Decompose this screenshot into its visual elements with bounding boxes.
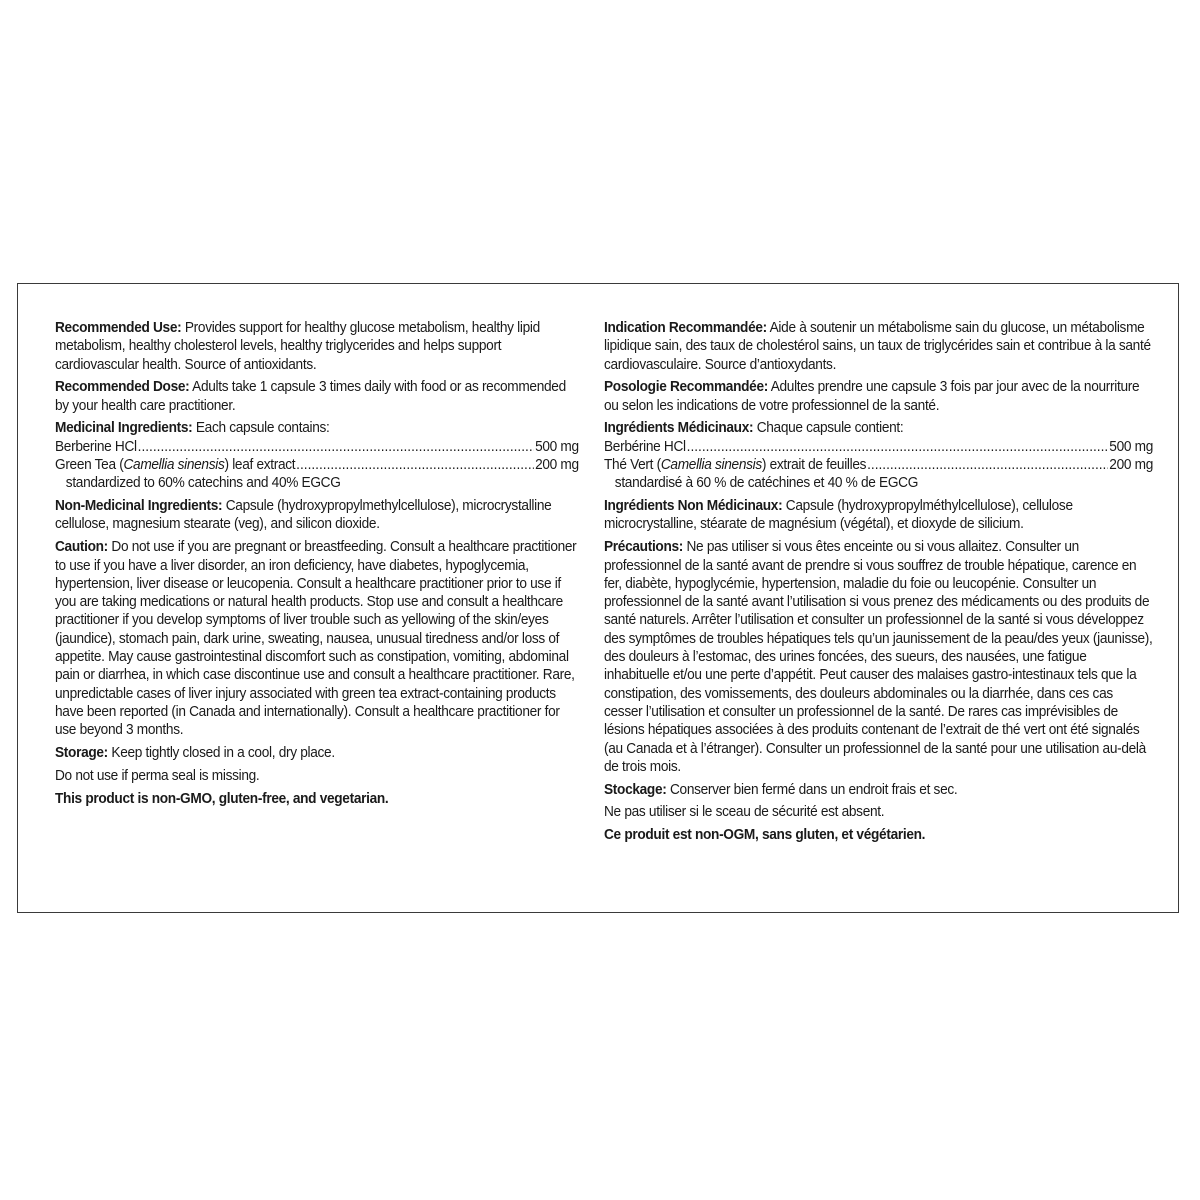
medicinal-ingredients-section <box>55 419 579 492</box>
non-medicinal-section <box>604 497 1153 534</box>
dot-leader <box>867 456 1108 474</box>
product-claim <box>55 790 579 808</box>
storage-text: Keep tightly closed in a cool, dry place. <box>107 744 335 762</box>
product-claim <box>604 826 1153 844</box>
storage-text: Conserver bien fermé dans un endroit frais et sec. <box>666 780 958 798</box>
caution-text: Do not use if you are pregnant or breastfeeding. Consult a healthcare practitioner to use if you have a liver disorder, an iron deficiency, have diabetes, hypoglycemia, hypertension, liver disease or leucopenia. Consult a healthcare practitioner prior to use if you are taking medications or natural health products. Stop use and consult a healthcare practitioner if you develop symptoms of liver trouble such as yellowing of the skin/eyes (jaundice), stomach pain, dark urine, sweating, nausea, unusual tiredness and/or loss of appetite. May cause gastrointestinal discomfort such as constipation, vomiting, abdominal pain or diarrhea, in which case discontinue use and consult a healthcare practitioner. Rare, unpredictable cases of liver injury associated with green tea extract-containing products have been reported (in Canada and internationally). Consult a healthcare practitioner for use beyond 3 months. <box>55 538 577 739</box>
caution-heading: Précautions: <box>604 538 684 556</box>
recommended-dose-text: Adultes prendre une capsule 3 fois par jour avec de la nourriture ou selon les indications de votre professionnel de la santé. <box>604 378 1140 414</box>
recommended-use-section <box>55 319 579 374</box>
recommended-use-text: Provides support for healthy glucose metabolism, healthy lipid metabolism, healthy cholesterol levels, healthy triglycerides and helps support cardiovascular health. Source of antioxidants. <box>55 319 540 373</box>
ingredient-name <box>604 456 866 474</box>
recommended-dose-text: Adults take 1 capsule 3 times daily with food or as recommended by your health care practitioner. <box>55 378 566 414</box>
ingredient-name-suffix: ) extrait de feuilles <box>761 456 867 474</box>
medicinal-ingredients-intro: Chaque capsule contient: <box>753 419 904 437</box>
dot-leader <box>687 438 1109 456</box>
product-claim-text: Ce produit est non-OGM, sans gluten, et végétarien. <box>604 826 926 844</box>
ingredient-row-berberine <box>55 438 579 456</box>
medicinal-ingredients-heading: Ingrédients Médicinaux: <box>604 419 754 437</box>
recommended-dose-heading: Posologie Recommandée: <box>604 378 768 396</box>
recommended-use-heading: Recommended Use: <box>55 319 182 336</box>
caution-section <box>604 538 1153 776</box>
product-claim-text: This product is non-GMO, gluten-free, and vegetarian. <box>55 789 389 807</box>
caution-text: Ne pas utiliser si vous êtes enceinte ou si vous allaitez. Consulter un professionnel de la santé avant de prendre si vous souffrez de trouble hépatique, carence en fer, diabète, hypoglycémie, hypertension, maladie du foie ou leucopénie. Consulter un professionnel de la santé avant l’utilisation si vous prenez des médicaments ou des produits de santé naturels. Arrêter l’utilisation et consulter un professionnel de la santé si vous développez des symptômes de troubles hépatiques tels qu’un jaunissement de la peau/des yeux (jaunisse), des douleurs à l’estomac, des urines foncées, des sueurs, des nausées, une fatigue inhabituelle et/ou une perte d’appétit. Peut causer des malaises gastro-intestinaux tels que la constipation, des vomissements, des douleurs abdominales ou la diarrhée, dans ces cas cesser l’utilisation et consulter un professionnel de la santé. De rares cas imprévisibles de lésions hépatiques associées à des produits contenant de l’extrait de thé vert ont été signalés (au Canada et à l’étranger). Consulter un professionnel de la santé pour une utilisation au-delà de trois mois. <box>604 538 1153 775</box>
non-medicinal-heading: Ingrédients Non Médicinaux: <box>604 497 783 515</box>
medicinal-ingredients-intro: Each capsule contains: <box>192 419 330 437</box>
storage-section <box>55 744 579 762</box>
ingredient-row-green-tea <box>55 456 579 474</box>
ingredient-amount: 200 mg <box>1109 456 1153 474</box>
non-medicinal-section <box>55 497 579 534</box>
ingredient-latin-name: Camellia sinensis <box>123 456 225 474</box>
storage-heading: Stockage: <box>604 780 667 798</box>
french-column <box>604 319 1153 849</box>
product-label-panel <box>17 283 1179 913</box>
medicinal-ingredients-section <box>604 419 1153 492</box>
recommended-dose-heading: Recommended Dose: <box>55 378 190 396</box>
ingredient-amount: 500 mg <box>1109 437 1153 455</box>
ingredient-row-berberine <box>604 438 1153 456</box>
non-medicinal-text: Capsule (hydroxypropylmethylcellulose), microcrystalline cellulose, magnesium stearate (veg), and silicon dioxide. <box>55 497 552 533</box>
ingredient-amount: 200 mg <box>535 456 579 474</box>
caution-section <box>55 538 579 739</box>
ingredient-name-prefix: Green Tea ( <box>55 456 124 474</box>
ingredient-name <box>55 456 295 474</box>
seal-note: Do not use if perma seal is missing. <box>55 766 260 784</box>
ingredient-name: Berbérine HCl <box>604 437 686 455</box>
non-medicinal-heading: Non-Medicinal Ingredients: <box>55 497 223 515</box>
english-column <box>55 319 579 812</box>
ingredient-name-prefix: Thé Vert ( <box>604 456 661 474</box>
dot-leader <box>138 438 535 456</box>
storage-section <box>604 781 1153 799</box>
medicinal-ingredients-heading: Medicinal Ingredients: <box>55 419 193 437</box>
non-medicinal-text: Capsule (hydroxypropylméthylcellulose), cellulose microcrystalline, stéarate de magnésium (végétal), et dioxyde de silicium. <box>604 497 1073 533</box>
recommended-use-heading: Indication Recommandée: <box>604 319 767 336</box>
caution-heading: Caution: <box>55 538 108 556</box>
recommended-use-text: Aide à soutenir un métabolisme sain du glucose, un métabolisme lipidique sain, des taux de cholestérol sains, un taux de triglycérides sain et contribue à la santé cardiovasculaire. Source d’antioxydants. <box>604 319 1151 373</box>
ingredient-amount: 500 mg <box>535 437 579 455</box>
seal-note: Ne pas utiliser si le sceau de sécurité est absent. <box>604 803 885 821</box>
storage-heading: Storage: <box>55 744 108 762</box>
recommended-dose-section <box>55 378 579 415</box>
ingredient-latin-name: Camellia sinensis <box>660 456 762 474</box>
ingredient-name: Berberine HCl <box>55 437 137 455</box>
ingredient-row-green-tea <box>604 456 1153 474</box>
recommended-dose-section <box>604 378 1153 415</box>
dot-leader <box>296 456 534 474</box>
recommended-use-section <box>604 319 1153 374</box>
ingredient-name-suffix: ) leaf extract <box>224 456 296 474</box>
standardization-note: standardisé à 60 % de catéchines et 40 % de EGCG <box>614 474 919 492</box>
standardization-note: standardized to 60% catechins and 40% EGCG <box>65 474 341 492</box>
